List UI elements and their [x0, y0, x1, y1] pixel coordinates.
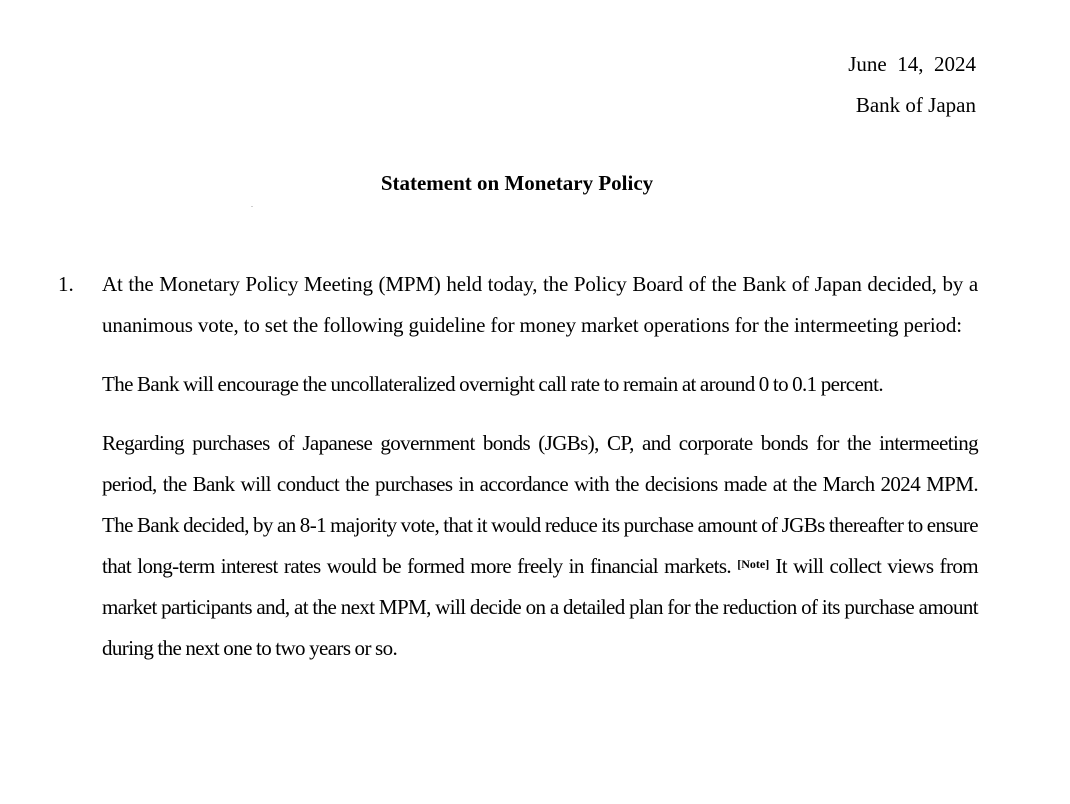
- jgb-text-before-note: Regarding purchases of Japanese government bonds (JGBs), CP, and corporate bonds for the intermeeting period, the Bank will conduct the purchases in accordance with the decisions made at the March 2024 MPM. The Bank decided, by an 8-1 majority vote, that it would reduce its purchase amount of JGBs thereafter to ensure that long-term interest rates would be formed more freely in financial markets.: [102, 431, 978, 578]
- note-reference-link[interactable]: [Note]: [737, 557, 770, 571]
- jgb-text-after-note: It will collect views from market participants and, at the next MPM, will decide on a detailed plan for the reduction of its purchase amount during the next one to two years or so.: [102, 554, 978, 660]
- item-body: [102, 264, 978, 687]
- document-title: Statement on Monetary Policy: [380, 171, 654, 195]
- paragraph-mpm-decision: At the Monetary Policy Meeting (MPM) held today, the Policy Board of the Bank of Japan decided, by a unanimous vote, to set the following guideline for money market operations for the intermeeting period:: [102, 272, 978, 337]
- issuing-institution: Bank of Japan: [855, 93, 976, 117]
- paragraph-jgb-purchases: [102, 423, 978, 669]
- document-date: June 14, 2024: [848, 52, 976, 76]
- document-header: [848, 44, 976, 126]
- item-number: 1.: [58, 272, 74, 296]
- paragraph-call-rate-guideline: The Bank will encourage the uncollateralized overnight call rate to remain at around 0 to 0.1 percent.: [102, 372, 883, 396]
- scan-artifact: [251, 206, 253, 207]
